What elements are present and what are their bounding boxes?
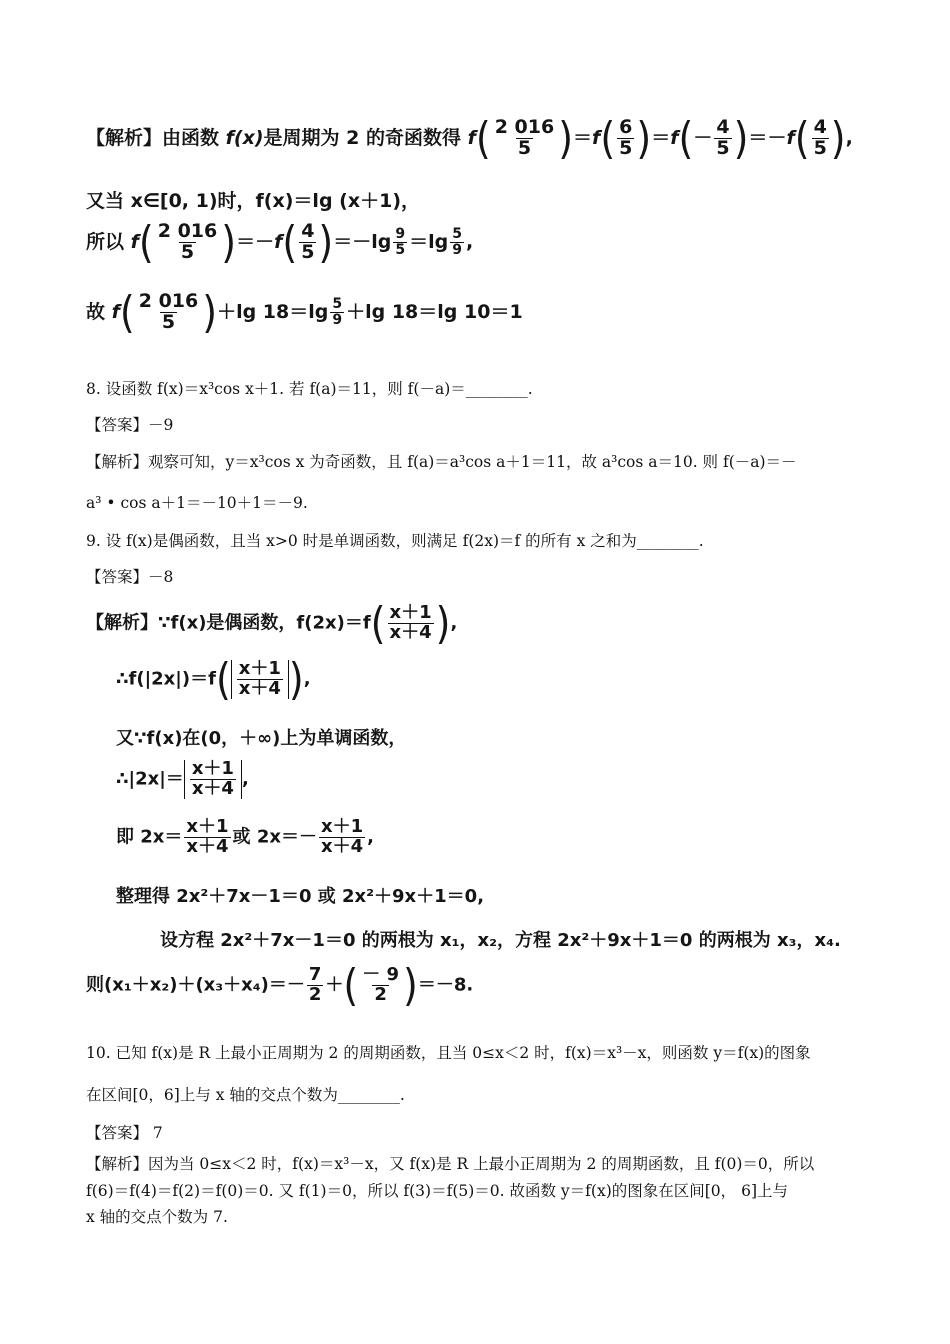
text: 【解析】∵f(x)是偶函数，f(2x)＝f	[86, 612, 371, 634]
text: f	[592, 126, 601, 149]
q9-analysis-line6: 整理得 2x²＋7x－1＝0 或 2x²＋9x＋1＝0,	[116, 886, 485, 907]
text: 9	[395, 226, 406, 243]
text: x＋1	[389, 602, 432, 623]
text: 4	[716, 116, 730, 138]
text: ＋	[325, 974, 344, 996]
q7-analysis-line1	[86, 113, 853, 164]
text: 9	[452, 241, 462, 258]
paren: )	[830, 113, 846, 164]
text: f	[274, 230, 283, 253]
text: x＋4	[191, 777, 234, 799]
paren: )	[288, 654, 304, 705]
text: ,	[466, 230, 474, 253]
fraction	[388, 604, 434, 643]
text: 【解析】由函数	[86, 126, 226, 149]
q10-analysis-line3: x 轴的交点个数为 7.	[86, 1208, 228, 1226]
paren: (	[600, 113, 616, 164]
text: ,	[367, 826, 374, 848]
paren: (	[678, 113, 694, 164]
text: x＋1	[186, 816, 229, 837]
q9-analysis-line5	[116, 818, 374, 857]
paren: (	[119, 287, 135, 338]
text: 所以	[86, 230, 131, 253]
text: 2 016	[157, 220, 218, 242]
fraction	[812, 118, 829, 159]
text: x＋4	[238, 677, 281, 699]
text: ＝－8.	[417, 974, 474, 996]
text: x＋4	[186, 835, 229, 857]
text: ＋lg 18＝lg	[217, 300, 329, 323]
text: －	[693, 126, 713, 149]
text: ,	[303, 668, 311, 690]
paren: )	[318, 217, 334, 268]
text: 或 2x＝－	[232, 826, 317, 848]
fraction	[299, 222, 316, 263]
text: f	[130, 230, 139, 253]
q8-answer: 【答案】－9	[86, 416, 174, 434]
paren: (	[282, 217, 298, 268]
paren: )	[733, 113, 749, 164]
paren: (	[215, 654, 231, 705]
text: 5	[813, 136, 827, 159]
paren: )	[558, 113, 574, 164]
text: ,	[241, 768, 249, 790]
text: ＝	[651, 126, 671, 149]
text: ＝lg	[409, 230, 449, 253]
paren: )	[202, 287, 218, 338]
paren: (	[475, 113, 491, 164]
text: 5	[161, 310, 176, 333]
text: 则(x₁＋x₂)＋(x₃＋x₄)＝－	[86, 974, 305, 996]
q10-analysis-line2: f(6)＝f(4)＝f(2)＝f(0)＝0. 又 f(1)＝0，所以 f(3)＝f(5)＝0. 故函数 y＝f(x)的图象在区间[0， 6]上与	[86, 1182, 788, 1200]
fraction	[156, 222, 220, 263]
fraction	[190, 760, 236, 799]
text: x＋4	[389, 621, 432, 643]
abs-value	[184, 760, 242, 799]
text: f	[467, 126, 476, 149]
text: 是周期为 2 的奇函数得	[263, 126, 468, 149]
text: 5	[395, 241, 406, 258]
fraction	[493, 118, 557, 159]
q9-analysis-line7: 设方程 2x²＋7x－1＝0 的两根为 x₁，x₂，方程 2x²＋9x＋1＝0 的两根为 x₃，x₄.	[160, 930, 841, 951]
text: f	[111, 300, 120, 323]
text: 4	[301, 220, 315, 242]
q10-question-line2: 在区间[0，6]上与 x 轴的交点个数为________.	[86, 1086, 405, 1104]
text: 5	[301, 240, 315, 263]
text: f	[786, 126, 795, 149]
q7-analysis-line2: 又当 x∈[0, 1)时，f(x)＝lg (x＋1)，	[86, 190, 421, 212]
q9-analysis-line2	[116, 654, 311, 705]
paren: (	[370, 598, 386, 649]
text: ＝－	[236, 230, 275, 253]
paren: (	[343, 960, 359, 1011]
text: 4	[813, 116, 827, 138]
text: ,	[845, 126, 853, 149]
text: ,	[450, 612, 458, 634]
q9-analysis-line8	[86, 960, 474, 1011]
text: ＝	[748, 126, 768, 149]
paren: )	[435, 598, 451, 649]
fraction	[393, 227, 407, 257]
fraction	[319, 818, 365, 857]
q7-analysis-line3	[86, 217, 474, 268]
text: ＝－lg	[333, 230, 392, 253]
text: x＋1	[320, 816, 364, 837]
text: 6	[619, 116, 633, 138]
text: 7	[308, 964, 322, 985]
text: ∴|2x|＝	[116, 768, 184, 790]
q9-question: 9. 设 f(x)是偶函数，且当 x>0 时是单调函数，则满足 f(2x)＝f 的所有 x 之和为________.	[86, 532, 704, 550]
fraction	[617, 118, 634, 159]
paren: )	[636, 113, 652, 164]
text: 5	[716, 136, 730, 159]
text: 2 016	[494, 116, 555, 138]
text: ＋lg 18＝lg 10＝1	[346, 300, 523, 323]
text: 9	[332, 311, 343, 328]
abs-value	[231, 660, 289, 699]
fraction	[307, 966, 324, 1005]
text: －	[767, 126, 787, 149]
text: 5	[517, 136, 532, 159]
text: x＋4	[320, 835, 364, 857]
q8-analysis-line1: 【解析】观察可知，y＝x³cos x 为奇函数，且 f(a)＝a³cos a＋1＝11，故 a³cos a＝10. 则 f(－a)＝－	[86, 453, 797, 471]
fraction	[714, 118, 731, 159]
text: ∴f(|2x|)＝f	[116, 668, 216, 690]
text: ＝	[573, 126, 593, 149]
q7-analysis-line4	[86, 287, 523, 338]
text: － 9	[362, 964, 400, 985]
text: 故	[86, 300, 112, 323]
fraction	[237, 660, 283, 699]
q8-question: 8. 设函数 f(x)＝x³cos x＋1. 若 f(a)＝11，则 f(－a)＝________.	[86, 380, 533, 398]
text: 2	[308, 983, 322, 1005]
q10-answer: 【答案】 7	[86, 1124, 163, 1142]
q9-analysis-line3: 又∵f(x)在(0，＋∞)上为单调函数，	[116, 728, 407, 749]
paren: (	[138, 217, 154, 268]
q9-analysis-line4	[116, 760, 249, 799]
fraction	[360, 966, 401, 1005]
q9-answer: 【答案】－8	[86, 568, 174, 586]
fraction	[330, 297, 344, 327]
paren: (	[794, 113, 810, 164]
text: 5	[332, 296, 343, 313]
q9-analysis-line1	[86, 598, 458, 649]
text: x＋1	[238, 658, 281, 679]
q8-analysis-line2: a³ • cos a＋1＝－10＋1＝－9.	[86, 494, 308, 512]
text: 2	[374, 983, 387, 1005]
text: 即 2x＝	[116, 826, 183, 848]
text: f	[670, 126, 679, 149]
fraction	[137, 292, 201, 333]
fraction	[450, 227, 464, 257]
text: 5	[619, 136, 633, 159]
text: 2 016	[138, 290, 199, 312]
text: 5	[452, 226, 462, 243]
fraction	[184, 818, 230, 857]
text: f(x)	[225, 126, 264, 149]
q10-question-line1: 10. 已知 f(x)是 R 上最小正周期为 2 的周期函数，且当 0≤x＜2 时，f(x)＝x³－x，则函数 y＝f(x)的图象	[86, 1044, 811, 1062]
q10-analysis-line1: 【解析】因为当 0≤x＜2 时，f(x)＝x³－x，又 f(x)是 R 上最小正周期为 2 的周期函数，且 f(0)＝0，所以	[86, 1155, 815, 1173]
paren: )	[403, 960, 418, 1011]
paren: )	[221, 217, 237, 268]
text: x＋1	[191, 758, 234, 779]
text: 5	[180, 240, 195, 263]
